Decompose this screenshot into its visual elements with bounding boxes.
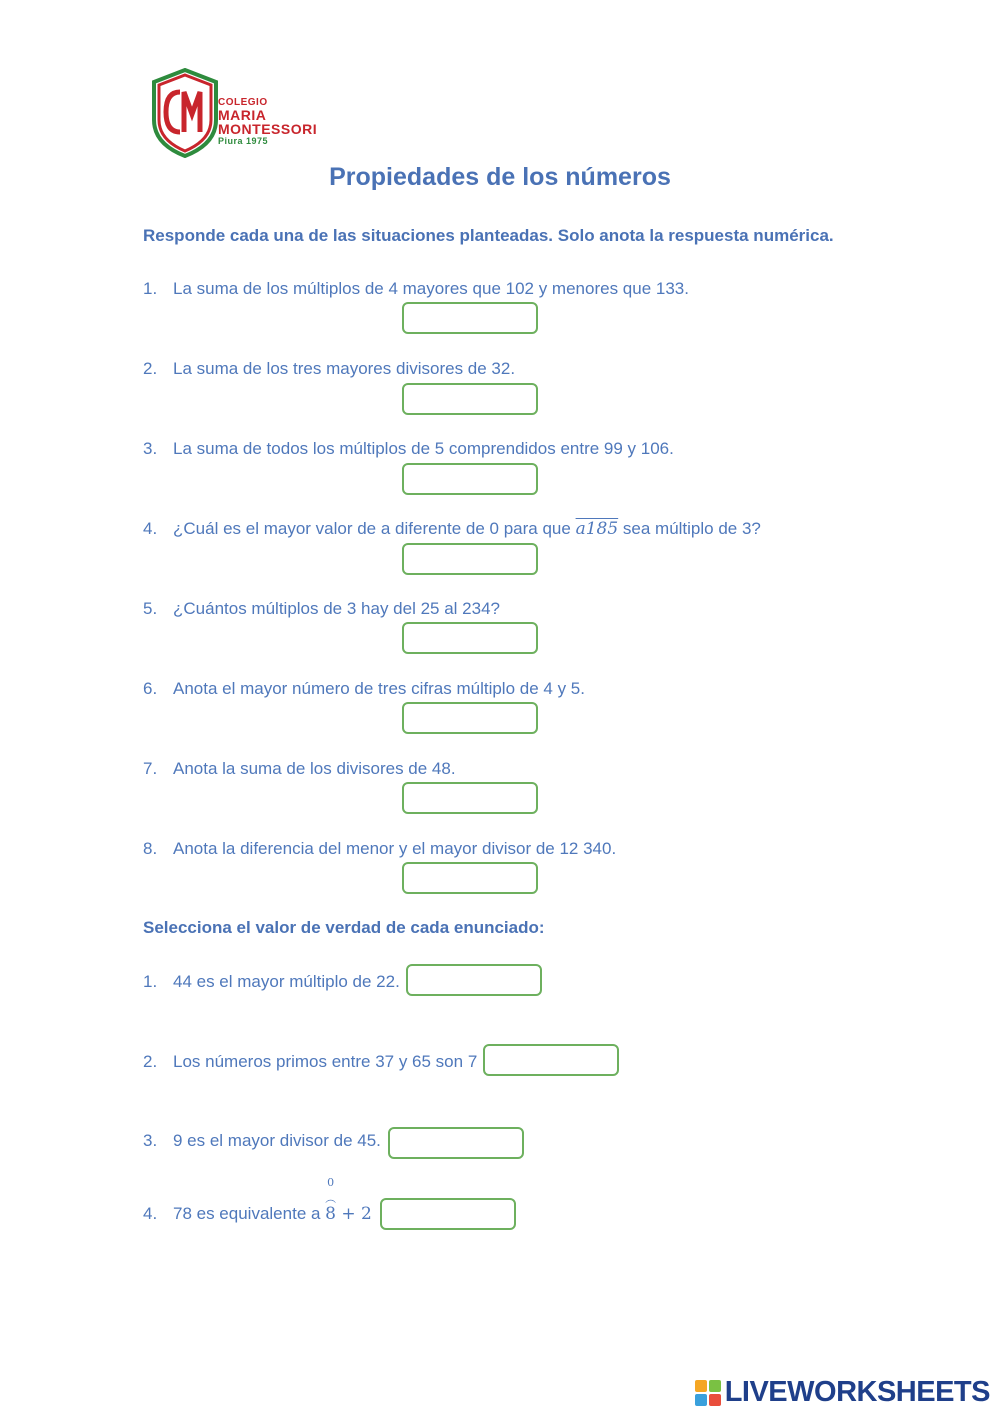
question-5: 5. ¿Cuántos múltiplos de 3 hay del 25 al 234? <box>143 599 500 618</box>
page-title: Propiedades de los números <box>329 163 671 191</box>
answer-box-5[interactable] <box>402 622 538 654</box>
brand-logo-icon <box>695 1380 721 1406</box>
liveworksheets-brand[interactable] <box>695 1376 990 1409</box>
brand-text: LIVEWORKSHEETS <box>724 1376 990 1408</box>
truth-select-3[interactable] <box>388 1127 524 1159</box>
statement-1: 1. 44 es el mayor múltiplo de 22. <box>143 972 400 991</box>
truth-select-2[interactable] <box>483 1044 619 1076</box>
statement-3: 3. 9 es el mayor divisor de 45. <box>143 1131 381 1150</box>
answer-box-1[interactable] <box>402 302 538 334</box>
math-expression: 0 ︵ 8 <box>325 1176 337 1224</box>
question-text: sea múltiplo de 3? <box>618 519 761 538</box>
question-3: 3. La suma de todos los múltiplos de 5 comprendidos entre 99 y 106. <box>143 439 674 458</box>
answer-box-8[interactable] <box>402 862 538 894</box>
answer-box-6[interactable] <box>402 702 538 734</box>
question-2: 2. La suma de los tres mayores divisores de 32. <box>143 359 516 378</box>
statement-text: 44 es el mayor múltiplo de 22. <box>173 972 400 991</box>
statement-2: 2. Los números primos entre 37 y 65 son 7 <box>143 1052 478 1071</box>
logo-line-maria: MARIA <box>218 107 267 123</box>
answer-box-2[interactable] <box>402 383 538 415</box>
logo-text <box>218 98 317 146</box>
logo-line-montessori: MONTESSORI <box>218 121 318 137</box>
section1-instruction: Responde cada una de las situaciones planteadas. Solo anota la respuesta numérica. <box>143 226 834 245</box>
question-8: 8. Anota la diferencia del menor y el mayor divisor de 12 340. <box>143 839 617 858</box>
question-1: 1. La suma de los múltiplos de 4 mayores que 102 y menores que 133. <box>143 279 689 298</box>
question-text: La suma de todos los múltiplos de 5 comprendidos entre 99 y 106. <box>173 439 674 458</box>
question-text: La suma de los tres mayores divisores de 32. <box>173 359 516 378</box>
statement-text: Los números primos entre 37 y 65 son 7 <box>173 1052 478 1071</box>
question-text: ¿Cuántos múltiplos de 3 hay del 25 al 234? <box>173 599 500 618</box>
truth-select-4[interactable] <box>380 1198 516 1230</box>
logo-line-city: Piura 1975 <box>218 136 269 146</box>
truth-select-1[interactable] <box>406 964 542 996</box>
answer-box-7[interactable] <box>402 782 538 814</box>
section2-instruction: Selecciona el valor de verdad de cada enunciado: <box>143 918 545 937</box>
question-6: 6. Anota el mayor número de tres cifras múltiplo de 4 y 5. <box>143 679 585 698</box>
question-text: Anota la suma de los divisores de 48. <box>173 759 456 778</box>
question-7: 7. Anota la suma de los divisores de 48. <box>143 759 456 778</box>
overline-number: a185 <box>575 519 619 539</box>
question-text: Anota el mayor número de tres cifras múltiplo de 4 y 5. <box>173 679 585 698</box>
statement-text: 78 es equivalente a <box>173 1204 326 1223</box>
logo-line-colegio: COLEGIO <box>218 97 268 108</box>
shield-icon <box>150 68 220 158</box>
answer-box-3[interactable] <box>402 463 538 495</box>
statement-4: 4. 78 es equivalente a 0 ︵ 8 + 2 <box>143 1176 372 1224</box>
statement-text: 9 es el mayor divisor de 45. <box>173 1131 381 1150</box>
question-text: ¿Cuál es el mayor valor de a diferente de 0 para que <box>173 519 576 538</box>
answer-box-4[interactable] <box>402 543 538 575</box>
question-text: La suma de los múltiplos de 4 mayores que 102 y menores que 133. <box>173 279 689 298</box>
question-4: 4. ¿Cuál es el mayor valor de a diferente de 0 para que a185 sea múltiplo de 3? <box>143 519 761 539</box>
question-text: Anota la diferencia del menor y el mayor divisor de 12 340. <box>173 839 617 858</box>
